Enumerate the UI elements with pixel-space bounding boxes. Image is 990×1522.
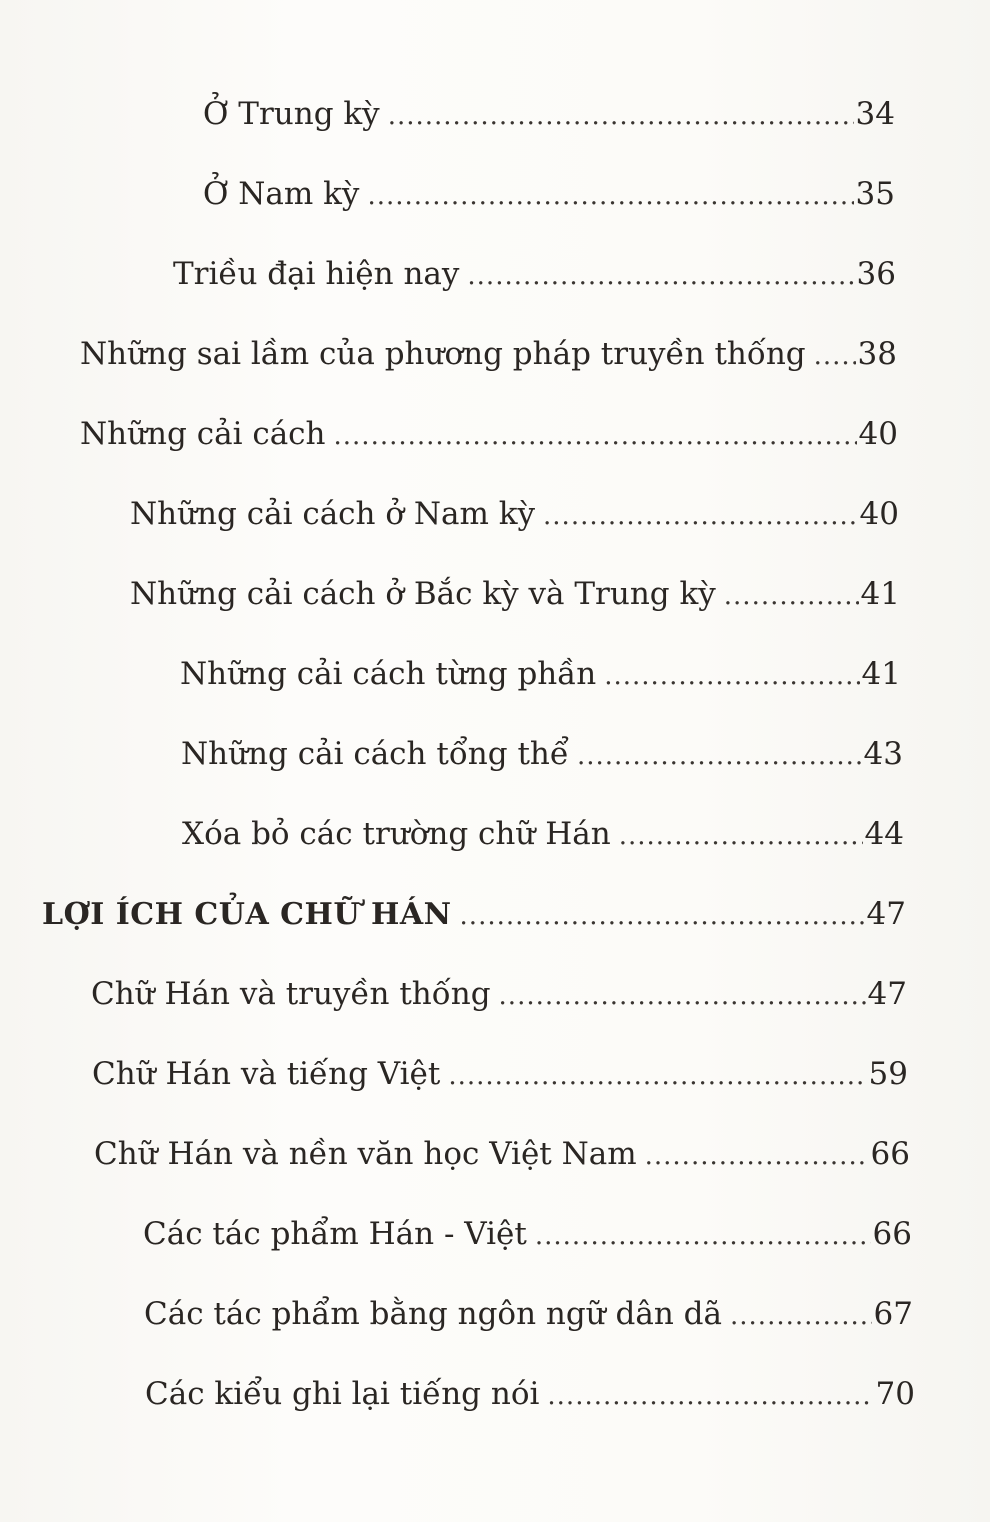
- dot-leader: [535, 1221, 871, 1251]
- toc-entry-label: Những cải cách ở Nam kỳ: [130, 496, 536, 532]
- toc-entry: [182, 816, 904, 852]
- toc-entry: [94, 1136, 910, 1172]
- toc-entry-label: Những cải cách từng phần: [180, 656, 597, 692]
- dot-leader: [448, 1061, 866, 1091]
- toc-entry-label: LỢI ÍCH CỦA CHỮ HÁN: [42, 897, 452, 932]
- toc-entry-page: 36: [856, 256, 896, 292]
- dot-leader: [460, 901, 865, 931]
- toc-entry-page: 47: [867, 976, 907, 1012]
- dot-leader: [499, 981, 866, 1011]
- toc-entry-label: Các tác phẩm Hán - Việt: [143, 1216, 527, 1252]
- toc-entry-label: Triều đại hiện nay: [173, 256, 460, 292]
- toc-entry-label: Chữ Hán và nền văn học Việt Nam: [94, 1136, 637, 1172]
- toc-entry-label: Những sai lầm của phương pháp truyền thống: [80, 336, 806, 372]
- dot-leader: [604, 661, 859, 691]
- toc-entry: [80, 416, 898, 452]
- dot-leader: [724, 581, 859, 611]
- dot-leader: [547, 1381, 873, 1411]
- dot-leader: [543, 501, 858, 531]
- toc-chapter-heading: [42, 896, 906, 932]
- dot-leader: [334, 421, 857, 451]
- toc-entry: [92, 1056, 908, 1092]
- toc-entry: [80, 336, 897, 372]
- toc-entry-page: 40: [858, 416, 898, 452]
- toc-entry: [173, 256, 896, 292]
- dot-leader: [577, 741, 862, 771]
- toc-entry-page: 66: [872, 1216, 912, 1252]
- toc-entry-label: Chữ Hán và tiếng Việt: [92, 1056, 441, 1092]
- toc-entry-label: Ở Nam kỳ: [203, 176, 360, 212]
- toc-entry: [91, 976, 907, 1012]
- toc-entry-page: 38: [857, 336, 897, 372]
- toc-entry-page: 35: [855, 176, 895, 212]
- toc-entry: [180, 656, 901, 692]
- toc-entry-page: 34: [855, 96, 895, 132]
- toc-entry: [130, 496, 899, 532]
- toc-entry: [181, 736, 903, 772]
- toc-entry: [203, 176, 895, 212]
- toc-entry-page: 70: [875, 1376, 915, 1412]
- toc-entry: [130, 576, 900, 612]
- toc-entry-page: 41: [860, 576, 900, 612]
- dot-leader: [467, 261, 854, 291]
- toc-entry-label: Các tác phẩm bằng ngôn ngữ dân dã: [144, 1296, 723, 1332]
- toc-entry-page: 40: [859, 496, 899, 532]
- toc-entry-label: Ở Trung kỳ: [203, 96, 380, 132]
- toc-entry-page: 59: [868, 1056, 908, 1092]
- toc-entry-page: 44: [864, 816, 904, 852]
- dot-leader: [814, 341, 856, 371]
- toc-entry-page: 67: [873, 1296, 913, 1332]
- toc-entry-page: 41: [861, 656, 901, 692]
- dot-leader: [730, 1301, 872, 1331]
- toc-entry-label: Những cải cách: [80, 416, 326, 452]
- toc-entry: [203, 96, 895, 132]
- toc-entry-page: 66: [870, 1136, 910, 1172]
- dot-leader: [619, 821, 863, 851]
- toc-entry-page: 47: [866, 896, 906, 932]
- toc-entry-page: 43: [863, 736, 903, 772]
- dot-leader: [645, 1141, 869, 1171]
- toc-entry: [143, 1216, 912, 1252]
- toc-entry-label: Những cải cách ở Bắc kỳ và Trung kỳ: [130, 576, 716, 612]
- toc-entry: [144, 1296, 913, 1332]
- toc-entry-label: Các kiểu ghi lại tiếng nói: [145, 1376, 540, 1412]
- dot-leader: [367, 181, 853, 211]
- toc-entry-label: Xóa bỏ các trường chữ Hán: [182, 816, 611, 852]
- toc-entry-label: Chữ Hán và truyền thống: [91, 976, 491, 1012]
- dot-leader: [388, 101, 854, 131]
- toc-entry: [145, 1376, 915, 1412]
- toc-entry-label: Những cải cách tổng thể: [181, 736, 569, 772]
